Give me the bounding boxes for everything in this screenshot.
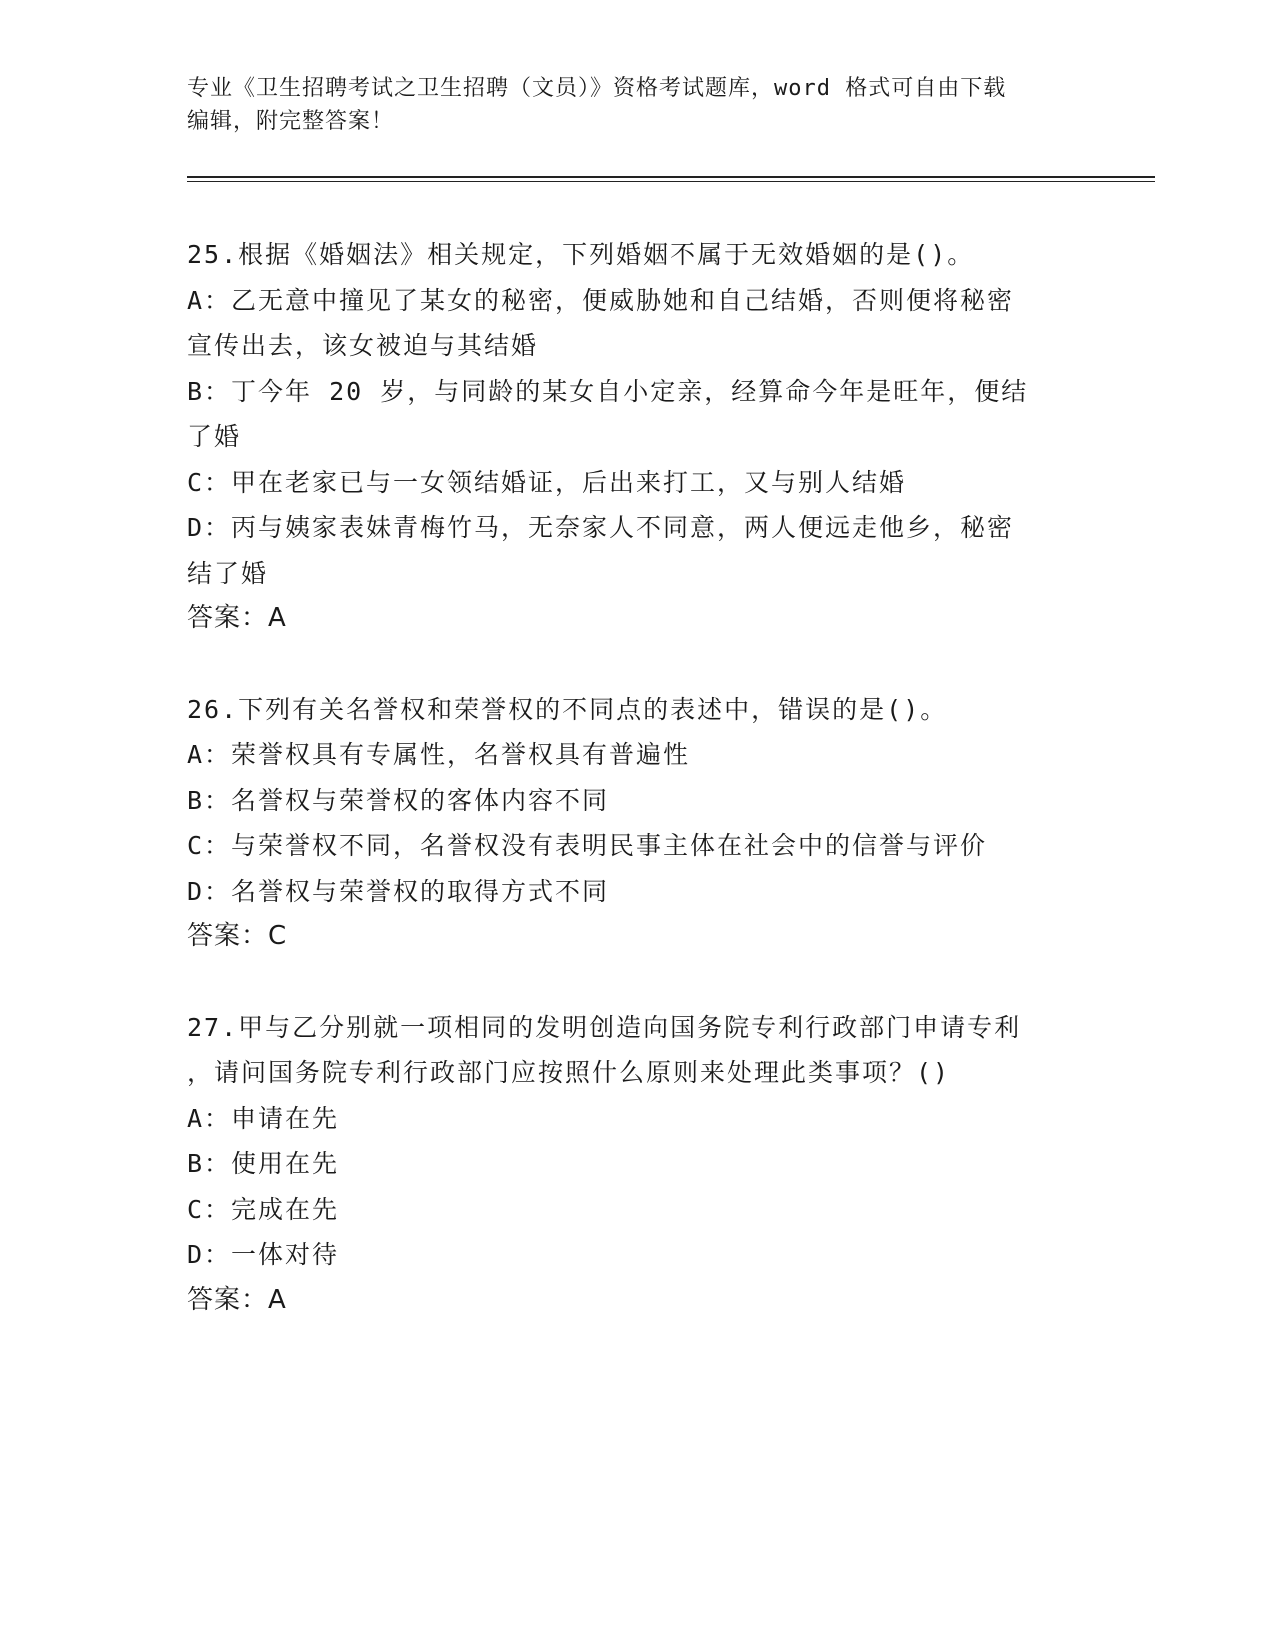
answer-option: 结了婚 [187,558,269,588]
answer-option: B：名誉权与荣誉权的客体内容不同 [187,785,610,815]
question-block [187,687,1087,960]
answer-option: 宣传出去，该女被迫与其结婚 [187,331,539,360]
answer-option: C：甲在老家已与一女领结婚证，后出来打工，又与别人结婚 [187,467,907,497]
question-list [187,232,1087,1368]
question-stem: 27.甲与乙分别就一项相同的发明创造向国务院专利行政部门申请专利 [187,1012,1022,1042]
answer-option: A：申请在先 [187,1103,340,1133]
answer-option: A：荣誉权具有专属性，名誉权具有普遍性 [187,740,691,769]
header-line-1: 专业《卫生招聘考试之卫生招聘（文员）》资格考试题库，word 格式可自由下载 [187,76,1007,101]
document-header [187,72,1087,138]
answer-option: C：完成在先 [187,1194,340,1224]
question-stem: 26.下列有关名誉权和荣誉权的不同点的表述中，错误的是()。 [187,694,948,724]
answer-option: B：丁今年 20 岁，与同龄的某女自小定亲，经算命今年是旺年，便结 [187,376,1029,406]
answer-key: 答案：A [187,1284,287,1315]
question-block [187,1005,1087,1324]
header-divider [187,176,1155,182]
header-line-2: 编辑，附完整答案！ [187,109,395,134]
answer-option: D：一体对待 [187,1240,340,1269]
answer-option: 了婚 [187,422,242,451]
answer-option: D：名誉权与荣誉权的取得方式不同 [187,876,610,906]
question-block [187,232,1087,642]
answer-key: 答案：A [187,603,287,633]
answer-key: 答案：C [187,921,288,951]
answer-option: A：乙无意中撞见了某女的秘密，便威胁她和自己结婚，否则便将秘密 [187,285,1015,315]
question-stem: ，请问国务院专利行政部门应按照什么原则来处理此类事项？() [187,1058,951,1087]
answer-option: C：与荣誉权不同，名誉权没有表明民事主体在社会中的信誉与评价 [187,831,988,860]
answer-option: D：丙与姨家表妹青梅竹马，无奈家人不同意，两人便远走他乡，秘密 [187,513,1015,542]
question-stem: 25.根据《婚姻法》相关规定，下列婚姻不属于无效婚姻的是()。 [187,240,975,269]
answer-option: B：使用在先 [187,1149,340,1178]
